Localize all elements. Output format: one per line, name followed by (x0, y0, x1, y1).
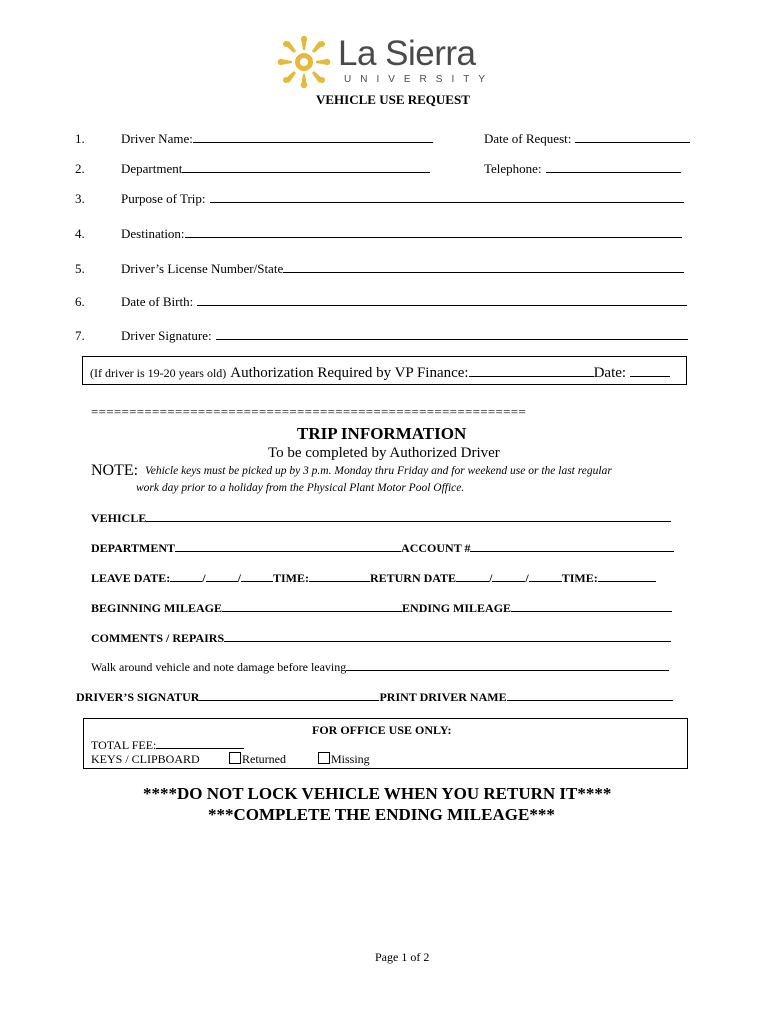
driver-signature-label: Driver Signature: (121, 328, 212, 343)
warning-line-1: ****DO NOT LOCK VEHICLE WHEN YOU RETURN IT**** (143, 784, 612, 803)
ending-mileage-label: ENDING MILEAGE (402, 601, 512, 615)
logo-name: La Sierra (338, 34, 476, 73)
page-number: Page 1 of 2 (375, 950, 430, 964)
keys-clipboard-label: KEYS / CLIPBOARD (91, 752, 200, 766)
trip-info-subheading: To be completed by Authorized Driver (268, 445, 500, 461)
note-label: NOTE: (91, 462, 139, 479)
leave-date-label: LEAVE DATE: (91, 571, 171, 585)
drivers-license-label: Driver’s License Number/State (121, 261, 284, 276)
authorization-date-label: Date: (593, 365, 627, 381)
date-of-birth-field[interactable] (121, 294, 687, 310)
trip-info-heading: TRIP INFORMATION (297, 424, 467, 443)
department-trip-field[interactable] (91, 540, 674, 556)
item-num-2: 2. (75, 161, 85, 176)
missing-label: Missing (331, 752, 370, 766)
beginning-mileage-label: BEGINNING MILEAGE (91, 601, 223, 615)
separator: ========================================================= (91, 404, 526, 419)
account-label: ACCOUNT # (401, 541, 471, 555)
logo-subtitle: UNIVERSITY (344, 74, 495, 85)
date-of-request-label: Date of Request: (484, 131, 572, 146)
returned-checkbox[interactable] (229, 752, 286, 767)
drivers-license-field[interactable] (121, 261, 684, 277)
item-num-6: 6. (75, 294, 85, 309)
driver-signature-field[interactable] (121, 328, 688, 344)
leave-return-row[interactable] (91, 570, 656, 586)
comments-label: COMMENTS / REPAIRS (91, 631, 225, 645)
purpose-of-trip-label: Purpose of Trip: (121, 191, 206, 206)
authorization-row[interactable] (90, 363, 670, 382)
university-logo (276, 34, 495, 90)
returned-label: Returned (242, 752, 286, 766)
total-fee-label: TOTAL FEE: (91, 738, 157, 752)
return-time-label: TIME: (561, 571, 598, 585)
date-of-birth-label: Date of Birth: (121, 294, 194, 309)
driver-name-label: Driver Name: (121, 131, 193, 146)
item-num-1: 1. (75, 131, 85, 146)
walk-around-field[interactable] (91, 659, 669, 675)
office-use-heading: FOR OFFICE USE ONLY: (312, 723, 452, 737)
item-num-7: 7. (75, 328, 85, 343)
page-title: VEHICLE USE REQUEST (316, 92, 470, 107)
walk-around-label: Walk around vehicle and note damage before leaving (91, 660, 347, 674)
item-num-5: 5. (75, 261, 85, 276)
missing-checkbox[interactable] (318, 752, 370, 767)
destination-label: Destination: (121, 226, 185, 241)
telephone-label: Telephone: (484, 161, 542, 176)
comments-field[interactable] (91, 630, 671, 646)
authorization-age-note: (If driver is 19-20 years old) (90, 366, 227, 380)
destination-field[interactable] (121, 226, 682, 242)
driver-name-field[interactable] (121, 131, 433, 147)
vehicle-label: VEHICLE (91, 511, 147, 525)
note-line-2: work day prior to a holiday from the Physical Plant Motor Pool Office. (136, 482, 465, 494)
returned-checkbox-box (229, 752, 241, 764)
item-num-3: 3. (75, 191, 85, 206)
total-fee-field[interactable] (91, 737, 244, 753)
date-of-request-field[interactable] (484, 131, 690, 147)
return-date-slash-2: / (525, 571, 529, 585)
sunburst-icon (276, 34, 332, 90)
leave-date-slash-2: / (237, 571, 241, 585)
department-trip-label: DEPARTMENT (91, 541, 176, 555)
department-field[interactable] (121, 161, 430, 177)
leave-date-slash-1: / (202, 571, 206, 585)
return-date-slash-1: / (489, 571, 493, 585)
department-label: Department (121, 161, 183, 176)
signature-print-row[interactable] (76, 689, 673, 705)
return-date-label: RETURN DATE (369, 571, 457, 585)
warning-line-2: ***COMPLETE THE ENDING MILEAGE*** (208, 805, 555, 824)
note-line-1: Vehicle keys must be picked up by 3 p.m. Monday thru Friday and for weekend use or the last regular (145, 465, 612, 477)
purpose-of-trip-field[interactable] (121, 191, 684, 207)
print-driver-name-label: PRINT DRIVER NAME (379, 690, 507, 704)
authorization-label: Authorization Required by VP Finance: (230, 365, 469, 381)
vehicle-field[interactable] (91, 510, 671, 526)
drivers-signature-label: DRIVER’S SIGNATUR (76, 690, 200, 704)
leave-time-label: TIME: (272, 571, 309, 585)
mileage-row[interactable] (91, 600, 672, 616)
missing-checkbox-box (318, 752, 330, 764)
item-num-4: 4. (75, 226, 85, 241)
telephone-field[interactable] (484, 161, 681, 177)
